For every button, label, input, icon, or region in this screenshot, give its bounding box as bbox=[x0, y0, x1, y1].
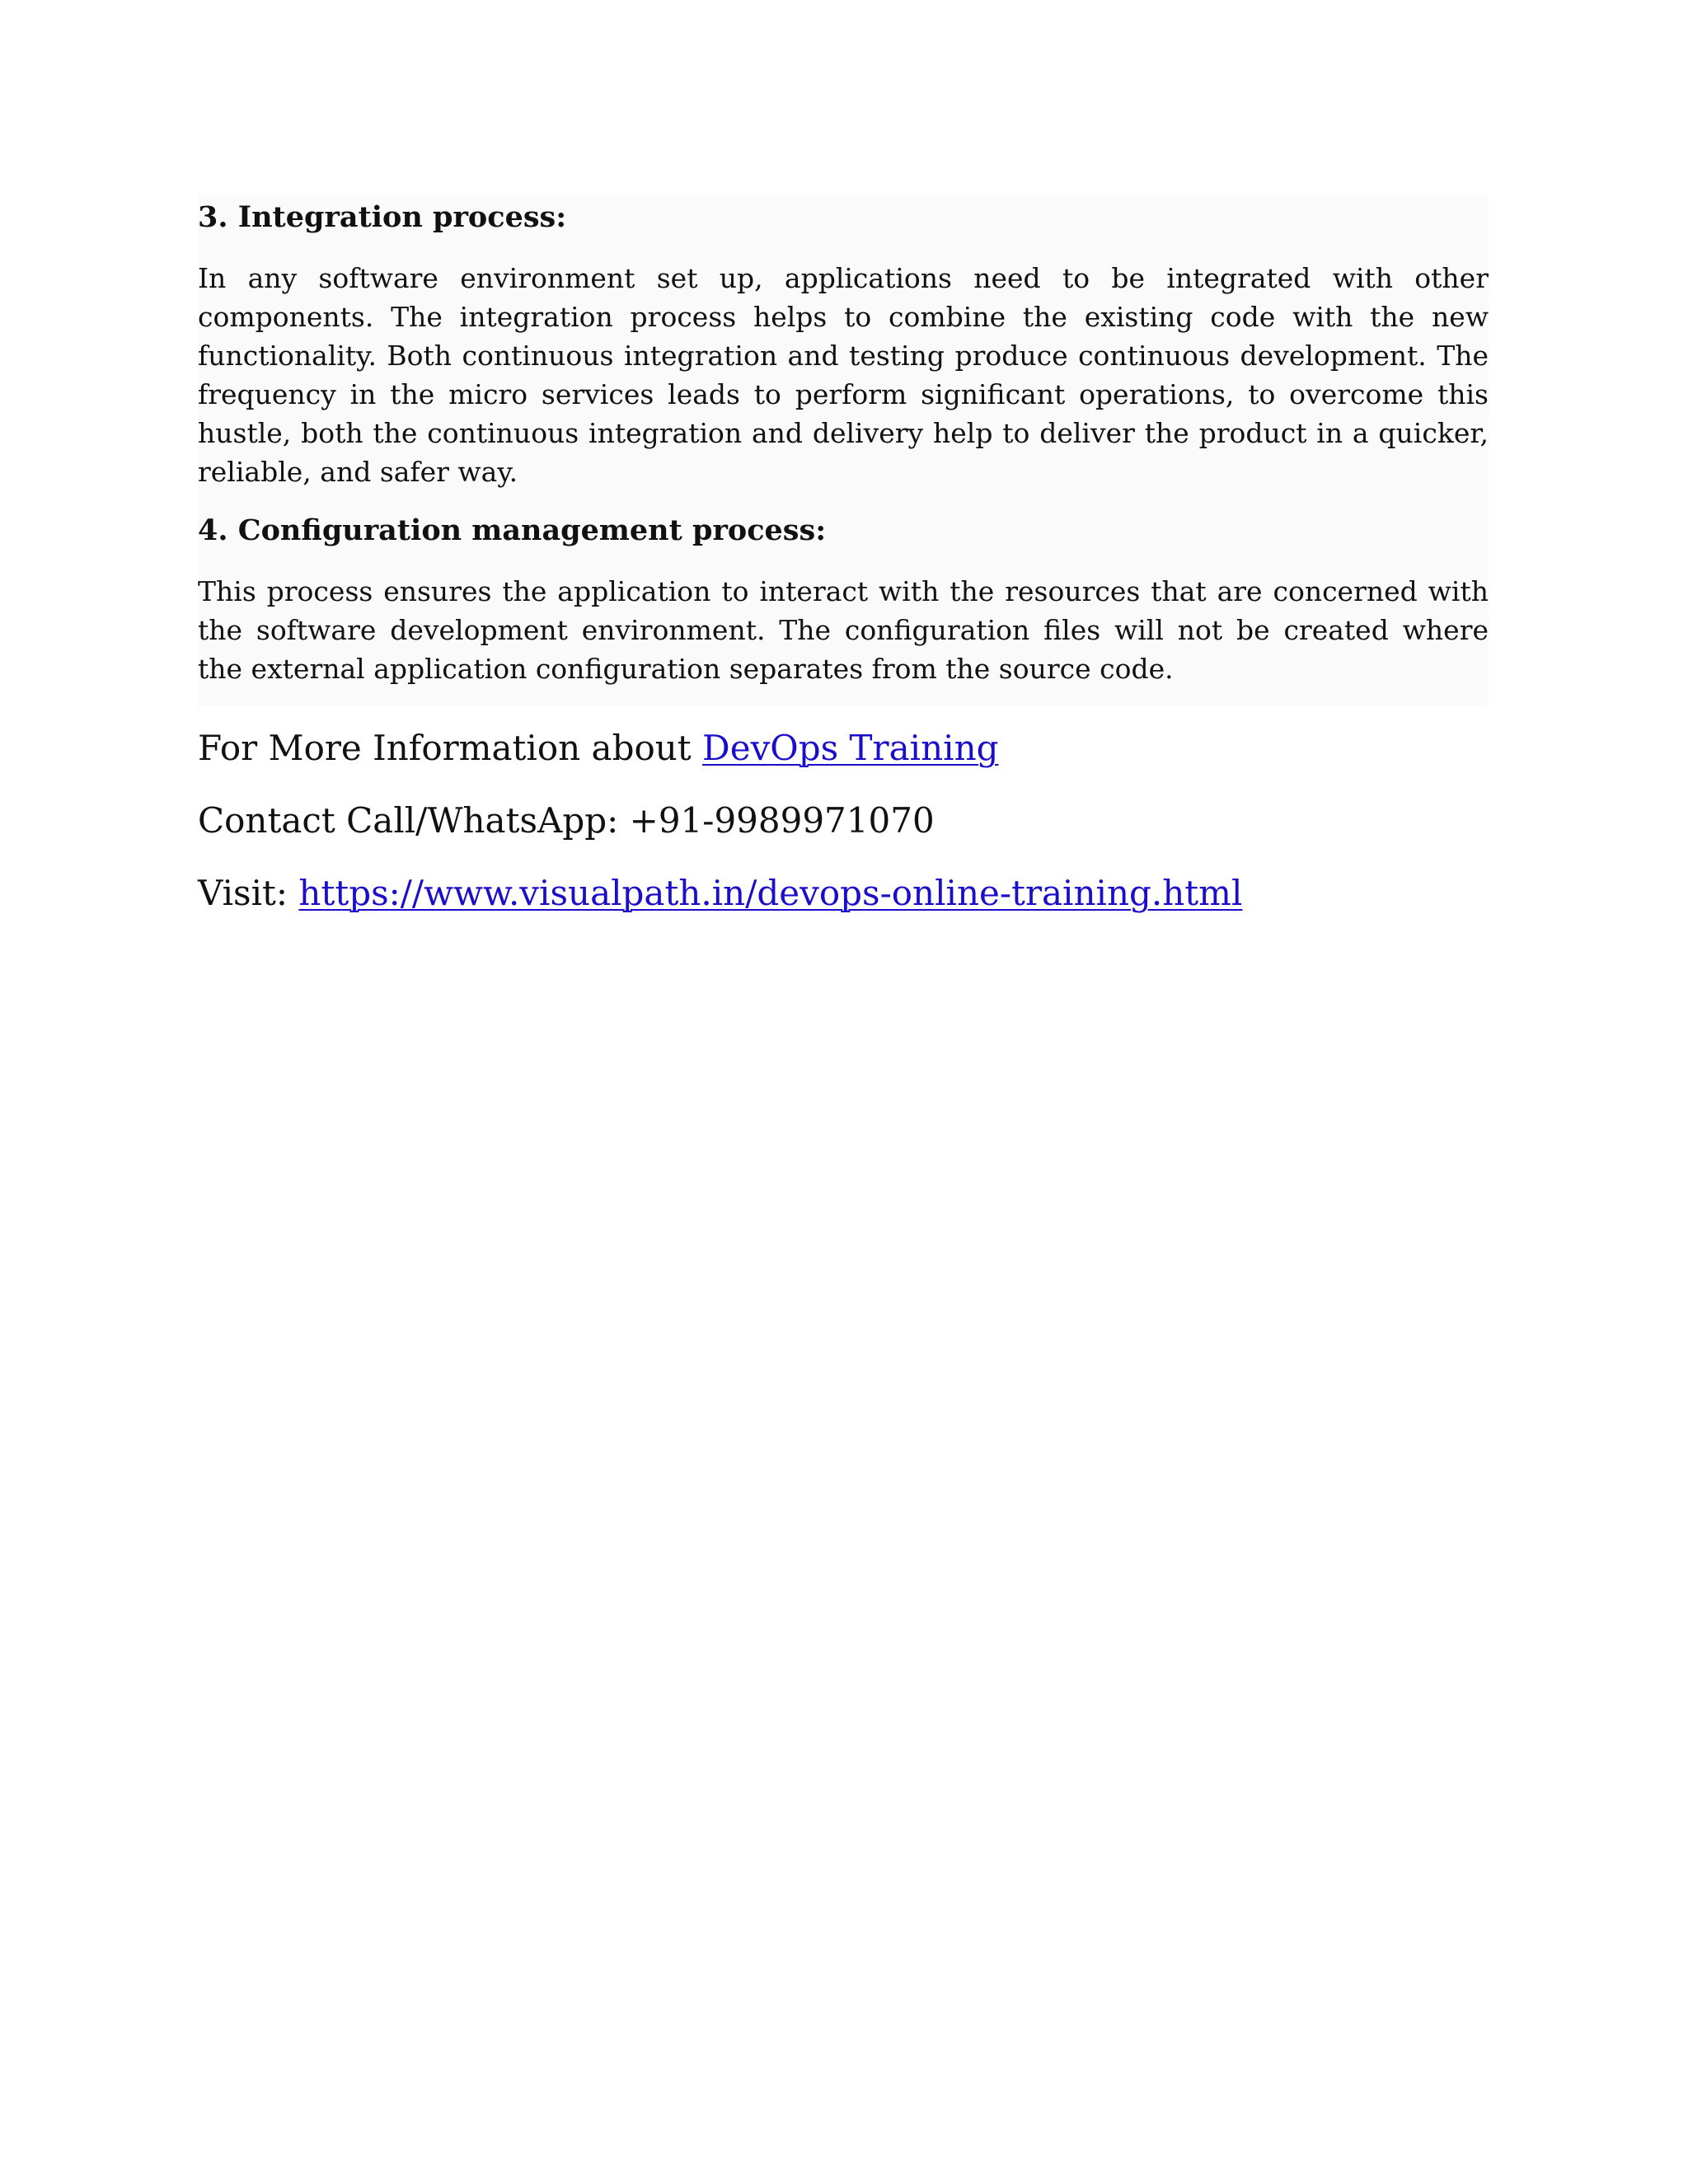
section-paragraph-configuration bbox=[198, 572, 1489, 688]
paragraph-line: hustle, both the continuous integration and delivery help to deliver the product in a quicker, bbox=[198, 417, 1489, 449]
paragraph-line: frequency in the micro services leads to perform significant operations, to overcome this bbox=[198, 378, 1489, 410]
paragraph-line: the software development environment. The configuration files will not be created where bbox=[198, 614, 1489, 646]
section-heading-integration: 3. Integration process: bbox=[198, 200, 567, 234]
more-info-line bbox=[198, 725, 999, 771]
paragraph-line: the external application configuration separates from the source code. bbox=[198, 653, 1174, 685]
visit-label: Visit: bbox=[198, 873, 299, 913]
contact-line: Contact Call/WhatsApp: +91-9989971070 bbox=[198, 800, 935, 841]
devops-training-link[interactable]: DevOps Training bbox=[702, 728, 999, 768]
paragraph-line: This process ensures the application to interact with the resources that are concerned with bbox=[198, 575, 1489, 607]
visit-line bbox=[198, 870, 1242, 916]
paragraph-line: functionality. Both continuous integration and testing produce continuous development. The bbox=[198, 340, 1489, 372]
visit-url-link[interactable]: https://www.visualpath.in/devops-online-training.html bbox=[298, 873, 1243, 913]
paragraph-line: components. The integration process helps to combine the existing code with the new bbox=[198, 301, 1489, 333]
section-heading-configuration: 4. Configuration management process: bbox=[198, 513, 827, 547]
paragraph-line: In any software environment set up, applications need to be integrated with other bbox=[198, 262, 1489, 294]
section-paragraph-integration bbox=[198, 259, 1489, 491]
paragraph-line: reliable, and safer way. bbox=[198, 456, 518, 488]
more-info-text: For More Information about bbox=[198, 728, 703, 768]
